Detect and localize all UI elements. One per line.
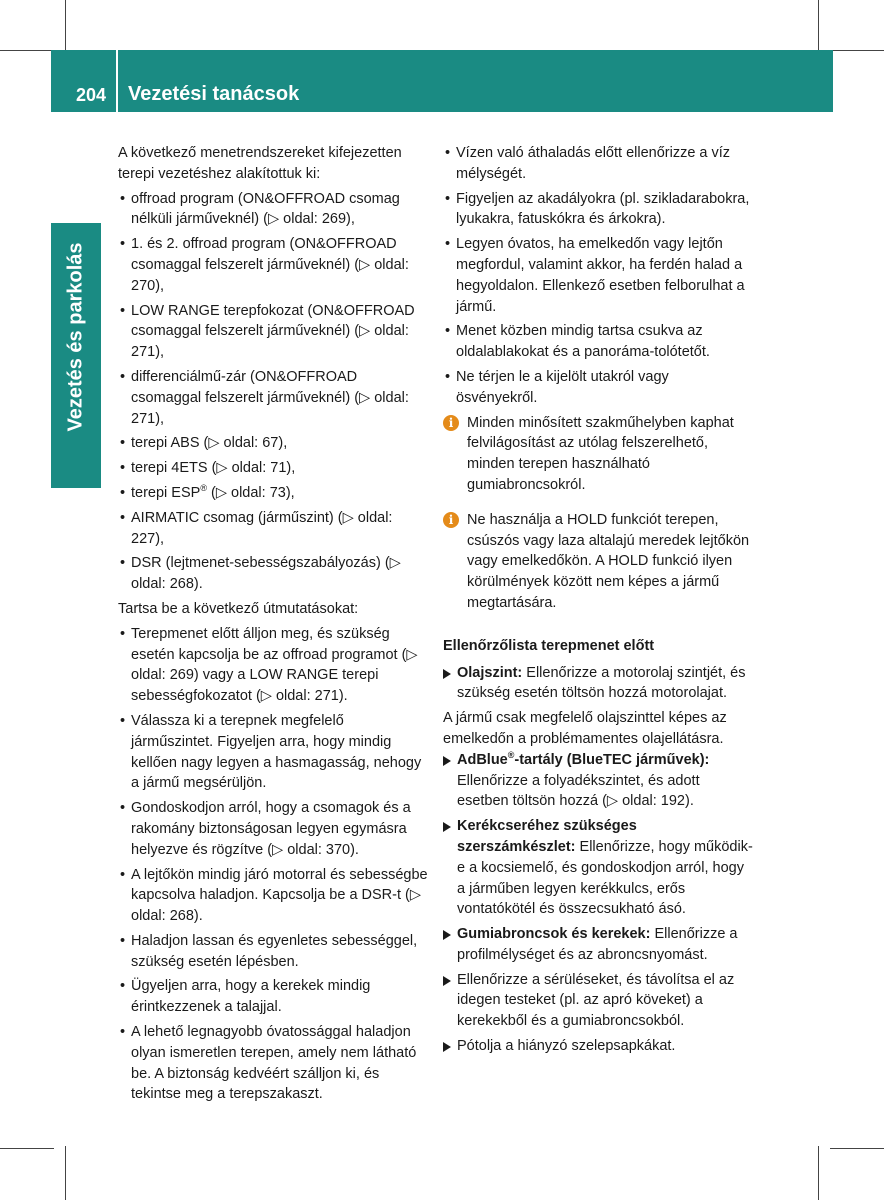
tips-intro: Tartsa be a következő útmutatásokat: — [118, 600, 359, 617]
arrow-icon — [443, 976, 451, 986]
checklist-item: Olajszint: Ellenőrizze a motorolaj szintjét, és szükség esetén töltsön hozzá motorolajat. — [443, 663, 753, 705]
list-item: • differenciálmű-zár (ON&OFFROAD csomaggal felszerelt járműveknél) (▷ oldal: 271), — [120, 368, 409, 427]
right-column — [443, 143, 753, 1061]
list-item: • terepi 4ETS (▷ oldal: 71), — [120, 460, 296, 477]
list-item: • A lehető legnagyobb óvatossággal haladjon olyan ismeretlen terepen, amely nem látható be. A biztonság kedvéért szálljon ki, és tekintse meg a terepszakaszt. — [120, 1024, 417, 1103]
list-item: • offroad program (ON&OFFROAD csomag nélküli járműveknél) (▷ oldal: 269), — [120, 190, 400, 228]
list-item: • Haladjon lassan és egyenletes sebességgel, szükség esetén lépésben. — [120, 932, 418, 970]
info-note: i Minden minősített szakműhelyben kaphat felvilágosítást az utólag felszerelhető, minden terepen használható gumiabroncsokról. — [443, 413, 753, 496]
crop-mark — [818, 1146, 819, 1200]
list-item: • Legyen óvatos, ha emelkedőn vagy lejtőn megfordul, valamint akkor, ha ferdén halad a hegyoldalon. Ellenkező esetben felborulhat a jármű. — [445, 236, 745, 315]
crop-mark — [65, 1146, 66, 1200]
list-item: • 1. és 2. offroad program (ON&OFFROAD csomaggal felszerelt járműveknél) (▷ oldal: 270), — [120, 236, 409, 294]
list-item: • Gondoskodjon arról, hogy a csomagok és a rakomány biztonságosan legyen egymásra helyezve és rögzítve (▷ oldal: 370). — [120, 800, 411, 858]
arrow-icon — [443, 1042, 451, 1052]
intro-paragraph: A következő menetrendszereket kifejezetten terepi vezetéshez alakítottuk ki: — [118, 145, 402, 182]
checklist-item: Pótolja a hiányzó szelepsapkákat. — [443, 1036, 753, 1057]
checklist-item: Ellenőrizze a sérüléseket, és távolítsa el az idegen testeket (pl. az apró köveket) a kerekekből és a gumiabroncsokból. — [443, 970, 753, 1032]
page-number: 204 — [76, 85, 107, 105]
info-note: i Ne használja a HOLD funkciót terepen, csúszós vagy laza altalajú meredek lejtőkön vagy emelkedőkön. A HOLD funkció ilyen körülmények között nem képes a jármű megtartására. — [443, 510, 753, 614]
checklist-item: Kerékcseréhez szükséges szerszámkészlet: Ellenőrizze, hogy működik-e a kocsiemelő, és gondoskodjon arról, hogy a járműben legyen kerékkulcs, erős vontatókötél és összecsukható ásó. — [443, 816, 753, 920]
list-item: • Vízen való áthaladás előtt ellenőrizze a víz mélységét. — [445, 145, 731, 182]
crop-mark — [830, 1148, 884, 1149]
list-item: • Ne térjen le a kijelölt utakról vagy ösvényekről. — [445, 368, 669, 406]
side-tab-label: Vezetés és parkolás — [64, 242, 87, 432]
crop-mark — [830, 50, 884, 51]
arrow-icon — [443, 822, 451, 832]
info-icon: i — [443, 415, 459, 431]
crop-mark — [818, 0, 819, 54]
crop-mark — [0, 50, 54, 51]
list-item: • terepi ESP® (▷ oldal: 73), — [120, 483, 295, 501]
list-item: • AIRMATIC csomag (járműszint) (▷ oldal: 227), — [120, 509, 393, 547]
info-icon: i — [443, 512, 459, 528]
list-item: • terepi ABS (▷ oldal: 67), — [120, 435, 288, 452]
crop-mark — [65, 0, 66, 54]
list-item: • DSR (lejtmenet-sebességszabályozás) (▷ oldal: 268). — [120, 555, 401, 593]
list-item: • Terepmenet előtt álljon meg, és szükség esetén kapcsolja be az offroad programot (▷ oldal: 269) vagy a LOW RANGE terepi sebességfokozatot (▷ oldal: 271). — [120, 625, 418, 705]
left-column — [118, 143, 428, 1109]
checklist-note: A jármű csak megfelelő olajszinttel képes az emelkedőn a problémamentes olajellátásra. — [443, 710, 727, 747]
list-item: • A lejtőkön mindig járó motorral és sebességbe kapcsolva haladjon. Kapcsolja be a DSR-t (▷ oldal: 268). — [120, 866, 428, 925]
arrow-icon — [443, 756, 451, 766]
header-divider — [116, 50, 118, 112]
checklist-item: Gumiabroncsok és kerekek: Ellenőrizze a profilmélységet és az abroncsnyomást. — [443, 924, 753, 966]
list-item: • Ügyeljen arra, hogy a kerekek mindig érintkezzenek a talajjal. — [120, 978, 371, 1016]
crop-mark — [0, 1148, 54, 1149]
section-title: Vezetési tanácsok — [128, 83, 300, 105]
arrow-icon — [443, 930, 451, 940]
arrow-icon — [443, 669, 451, 679]
list-item: • LOW RANGE terepfokozat (ON&OFFROAD csomaggal felszerelt járműveknél) (▷ oldal: 271), — [120, 302, 415, 361]
checklist-heading: Ellenőrzőlista terepmenet előtt — [443, 637, 655, 654]
list-item: • Figyeljen az akadályokra (pl. szikladarabokra, lyukakra, fatuskókra és árkokra). — [445, 190, 750, 228]
checklist-item: AdBlue®-tartály (BlueTEC járművek): Ellenőrizze a folyadékszintet, és adott esetben töltsön hozzá (▷ oldal: 192). — [443, 750, 753, 812]
list-item: • Válassza ki a terepnek megfelelő járműszintet. Figyeljen arra, hogy mindig kellően nagy legyen a hasmagasság, nehogy a jármű megsérüljön. — [120, 712, 422, 792]
list-item: • Menet közben mindig tartsa csukva az oldalablakokat és a panoráma-tolótetőt. — [445, 323, 710, 361]
